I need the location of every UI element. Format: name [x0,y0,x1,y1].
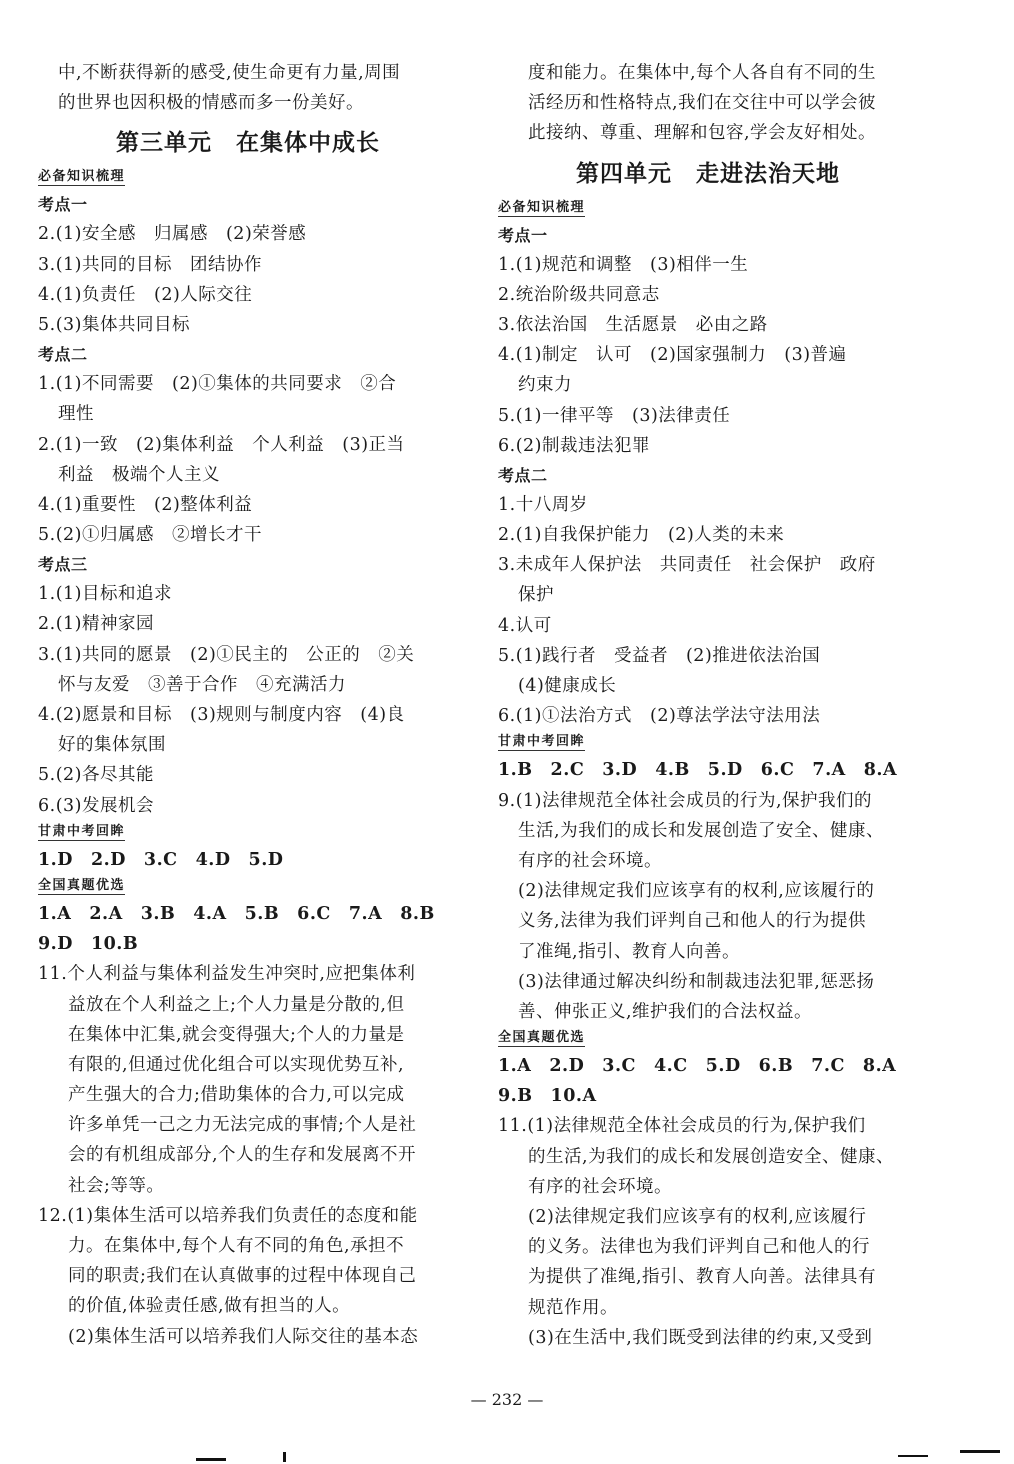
section-tag-label: 全国真题优选 [498,1030,586,1046]
answer-key-line: 1.D 2.D 3.C 4.D 5.D [38,849,284,870]
answer-key-line: 9.B 10.A [498,1086,597,1107]
unit-heading: 第四单元 走进法治天地 [576,160,840,187]
text-line: 同的职责;我们在认真做事的过程中体现自己 [68,1266,417,1287]
text-line: (3)法律通过解决纠纷和制裁违法犯罪,惩恶扬 [518,971,875,992]
scan-mark [960,1450,1000,1453]
kaodian-heading: 考点三 [38,555,88,575]
text-line: (2)法律规定我们应该享有的权利,应该履行 [528,1207,867,1227]
text-line: 产生强大的合力;借助集体的合力,可以完成 [68,1085,405,1106]
text-line: 的义务。法律也为我们评判自己和他人的行 [528,1237,870,1258]
section-tag-label: 必备知识梳理 [38,169,126,185]
section-tag-label: 必备知识梳理 [498,199,586,215]
section-tag [498,197,918,221]
answer-key-line: 1.B 2.C 3.D 4.B 5.D 6.C 7.A 8.A [498,760,898,781]
left-column [38,58,458,1352]
text-line: 好的集体氛围 [58,735,166,756]
answer-key-line: 1.A 2.A 3.B 4.A 5.B 6.C 7.A 8.B [38,903,435,924]
text-line: 义务,法律为我们评判自己和他人的行为提供 [518,911,867,932]
text-line: 4.(1)制定 认可 (2)国家强制力 (3)普遍 [498,345,847,366]
scan-mark [898,1455,928,1457]
text-line: 11.个人利益与集体利益发生冲突时,应把集体利 [38,964,416,985]
text-line: 为提供了准绳,指引、教育人向善。法律具有 [528,1267,877,1288]
text-line: 12.(1)集体生活可以培养我们负责任的态度和能 [38,1205,418,1226]
right-column [498,58,918,1353]
text-line: 活经历和性格特点,我们在交往中可以学会彼 [528,93,877,114]
text-line: 生活,为我们的成长和发展创造了安全、健康、 [518,820,885,841]
kaodian-heading: 考点一 [498,225,548,245]
answer-key-line: 9.D 10.B [38,934,139,955]
text-line: 中,不断获得新的感受,使生命更有力量,周围 [58,63,401,83]
text-line: (2)法律规定我们应该享有的权利,应该履行的 [518,881,875,902]
text-line: 11.(1)法律规范全体社会成员的行为,保护我们 [498,1116,866,1137]
text-line: 3.(1)共同的目标 团结协作 [38,254,262,275]
text-line: 1.(1)目标和追求 [38,584,172,605]
scan-mark [196,1458,226,1461]
text-line: 利益 极端个人主义 [58,464,220,485]
kaodian-heading: 考点二 [38,345,88,365]
text-line: (4)健康成长 [518,676,617,696]
text-line: 6.(2)制裁违法犯罪 [498,435,650,456]
text-line: (2)集体生活可以培养我们人际交往的基本态 [68,1326,419,1347]
text-line: 善、伸张正义,维护我们的合法权益。 [518,1001,813,1022]
text-line: 规范作用。 [528,1297,618,1318]
kaodian-heading: 考点二 [498,465,548,485]
section-tag-label: 全国真题优选 [38,877,126,893]
section-tag-label: 甘肃中考回眸 [38,823,126,839]
text-line: 4.(1)负责任 (2)人际交往 [38,284,253,305]
text-line: 5.(1)践行者 受益者 (2)推进依法治国 [498,645,821,666]
kaodian-heading: 考点一 [38,195,88,215]
text-line: 力。在集体中,每个人有不同的角色,承担不 [68,1236,405,1256]
text-line: 4.认可 [498,615,552,636]
section-tag [38,821,458,845]
text-line: 5.(2)各尽其能 [38,765,154,786]
text-line: 1.(1)不同需要 (2)①集体的共同要求 ②合 [38,374,397,395]
text-line: 此接纳、尊重、理解和包容,学会友好相处。 [528,123,877,144]
text-line: 2.(1)自我保护能力 (2)人类的未来 [498,525,785,546]
text-line: 了准绳,指引、教育人向善。 [518,941,741,962]
text-line: 会的有机组成部分,个人的生存和发展离不开 [68,1145,417,1166]
section-tag-label: 甘肃中考回眸 [498,734,586,750]
text-line: 2.(1)一致 (2)集体利益 个人利益 (3)正当 [38,434,405,455]
text-line: 3.依法治国 生活愿景 必由之路 [498,314,768,335]
text-line: 2.统治阶级共同意志 [498,284,660,305]
text-line: 的生活,为我们的成长和发展创造安全、健康、 [528,1146,895,1167]
text-line: 3.未成年人保护法 共同责任 社会保护 政府 [498,555,876,576]
text-line: (3)在生活中,我们既受到法律的约束,又受到 [528,1327,873,1348]
text-line: 5.(1)一律平等 (3)法律责任 [498,405,731,426]
text-line: 2.(1)安全感 归属感 (2)荣誉感 [38,224,307,245]
page-number: — 232 — [470,1390,544,1409]
text-line: 的世界也因积极的情感而多一份美好。 [58,93,364,114]
text-line: 2.(1)精神家园 [38,614,154,635]
text-line: 约束力 [518,375,572,396]
text-line: 3.(1)共同的愿景 (2)①民主的 公正的 ②关 [38,644,415,665]
text-line: 1.(1)规范和调整 (3)相伴一生 [498,254,749,275]
text-line: 许多单凭一己之力无法完成的事情;个人是社 [68,1115,417,1136]
text-line: 益放在个人利益之上;个人力量是分散的,但 [68,994,405,1015]
text-line: 的价值,体验责任感,做有担当的人。 [68,1296,351,1317]
text-line: 4.(1)重要性 (2)整体利益 [38,494,253,515]
answer-key-line: 1.A 2.D 3.C 4.C 5.D 6.B 7.C 8.A [498,1056,897,1077]
text-line: 有限的,但通过优化组合可以实现优势互补, [68,1054,405,1075]
scan-mark [283,1452,286,1462]
text-line: 有序的社会环境。 [518,850,662,871]
text-line: 6.(1)①法治方式 (2)尊法学法守法用法 [498,706,821,727]
text-line: 有序的社会环境。 [528,1176,672,1197]
text-line: 理性 [58,404,94,425]
section-tag [498,731,918,755]
section-tag [38,166,458,190]
text-line: 怀与友爱 ③善于合作 ④充满活力 [58,674,346,695]
section-tag [498,1027,918,1051]
text-line: 保护 [518,585,554,606]
text-line: 社会;等等。 [68,1175,165,1196]
text-line: 4.(2)愿景和目标 (3)规则与制度内容 (4)良 [38,705,405,725]
section-tag [38,875,458,899]
text-line: 5.(3)集体共同目标 [38,314,190,335]
text-line: 1.十八周岁 [498,494,588,515]
text-line: 度和能力。在集体中,每个人各自有不同的生 [528,63,877,83]
unit-heading: 第三单元 在集体中成长 [116,130,380,157]
text-line: 6.(3)发展机会 [38,795,154,816]
text-line: 在集体中汇集,就会变得强大;个人的力量是 [68,1024,405,1045]
text-line: 5.(2)①归属感 ②增长才干 [38,525,262,546]
text-line: 9.(1)法律规范全体社会成员的行为,保护我们的 [498,790,873,811]
